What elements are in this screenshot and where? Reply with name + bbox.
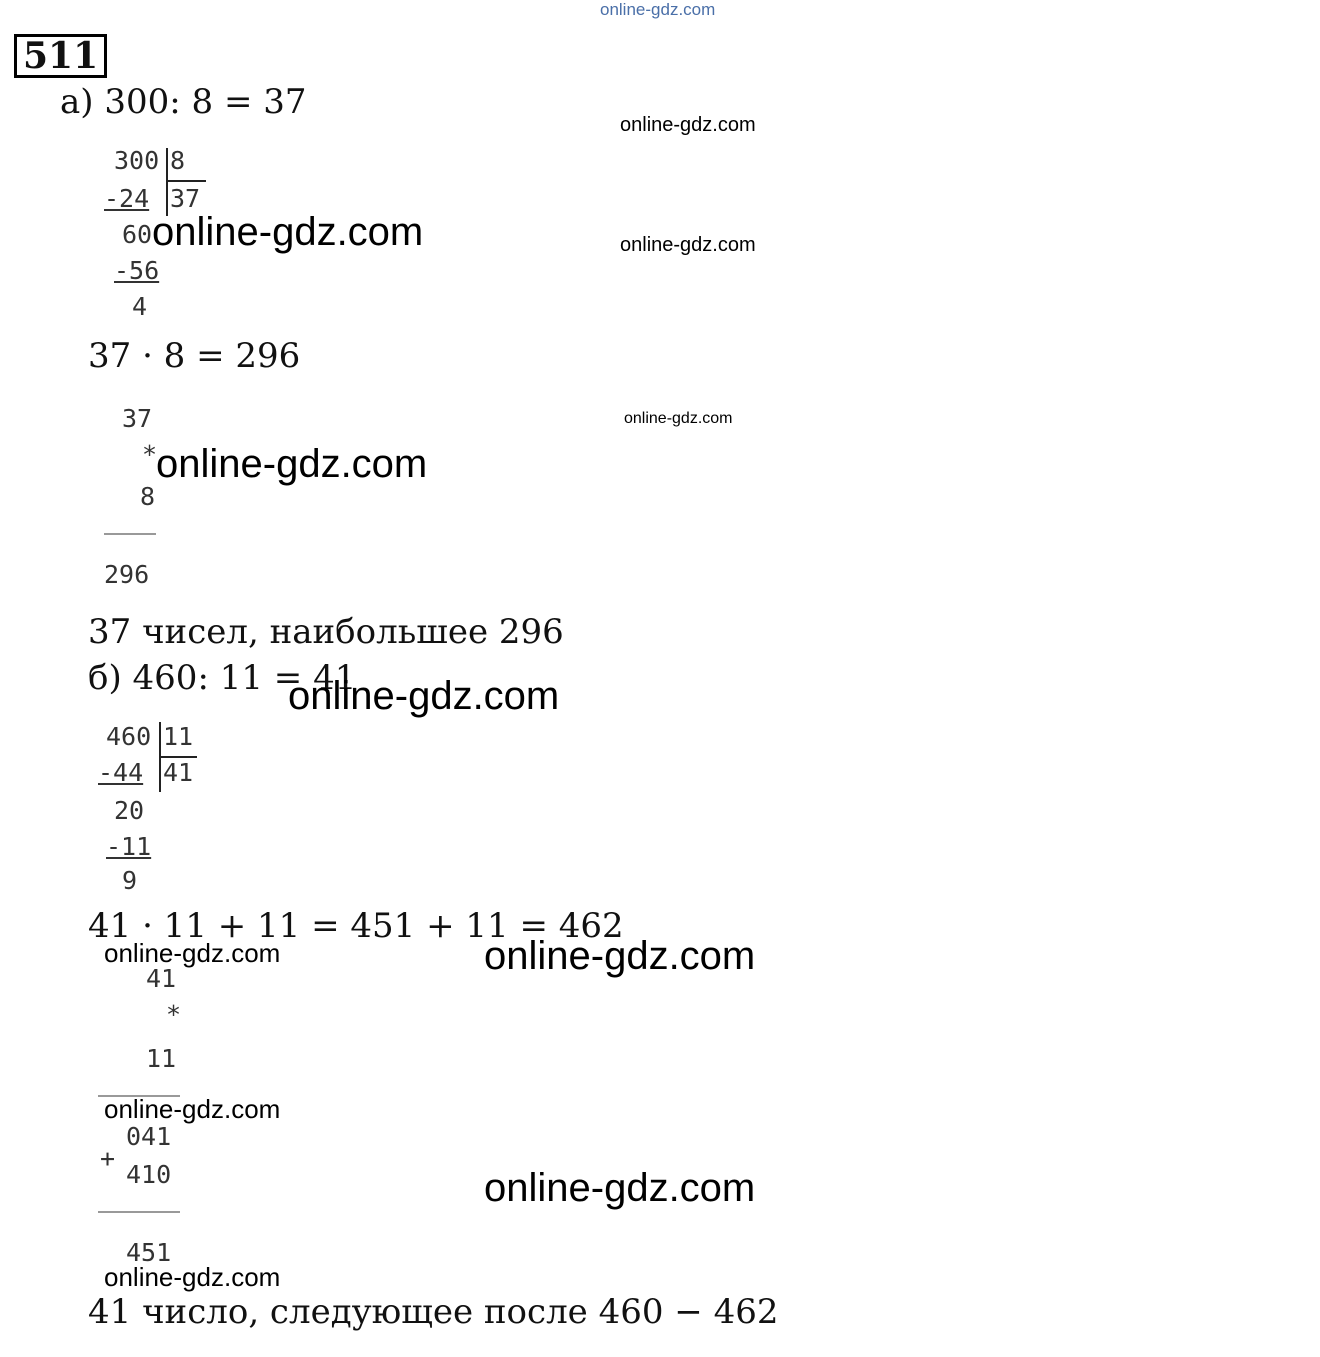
division-dividend: 300 [114,146,160,175]
mult-line [104,533,156,535]
watermark: online-gdz.com [288,674,560,718]
division-dividend: 460 [106,722,152,751]
mult-top: 41 [146,964,177,993]
part-a-product-equation: 37 · 8 = 296 [88,336,301,376]
watermark: online-gdz.com [484,1166,756,1210]
division-divisor: 8 [170,146,186,175]
division-bracket-horizontal [166,180,206,182]
division-remainder: 4 [132,292,148,321]
division-divisor: 11 [163,722,194,751]
mult-result: 296 [104,560,150,589]
watermark: online-gdz.com [620,234,756,256]
watermark: online-gdz.com [152,210,424,254]
part-b-equation: б) 460: 11 = 41 [88,658,357,698]
mult-partial-1: 041 [126,1122,172,1151]
mult-line [98,1211,180,1213]
mult-top: 37 [122,404,153,433]
problem-number: 511 [14,34,107,78]
watermark-top: online-gdz.com [600,0,716,19]
part-a-equation: а) 300: 8 = 37 [60,82,307,122]
division-step: -56 [114,256,160,285]
division-remainder: 9 [122,866,138,895]
division-step: -44 [98,758,144,787]
division-bracket-vertical [166,148,168,216]
division-quotient: 37 [170,184,201,213]
part-b-answer: 41 число, следующее после 460 − 462 [88,1292,779,1332]
watermark: online-gdz.com [620,114,756,136]
mult-plus-sign: + [100,1144,116,1173]
mult-sign: * [166,1000,182,1029]
mult-bottom: 8 [140,482,156,511]
watermark: online-gdz.com [156,442,428,486]
part-a-answer: 37 чисел, наибольшее 296 [88,612,564,652]
division-quotient: 41 [163,758,194,787]
watermark: online-gdz.com [484,934,756,978]
part-b-product-equation: 41 · 11 + 11 = 451 + 11 = 462 [88,906,624,946]
mult-bottom: 11 [146,1044,177,1073]
watermark: online-gdz.com [104,938,281,968]
division-remainder-step: 60 [122,220,153,249]
mult-sign: * [142,440,158,469]
mult-result: 451 [126,1238,172,1267]
watermark: online-gdz.com [624,410,733,427]
watermark: online-gdz.com [104,1094,281,1124]
mult-partial-2: 410 [126,1160,172,1189]
division-step: -11 [106,832,152,861]
division-step: -24 [104,184,150,213]
division-remainder-step: 20 [114,796,145,825]
watermark: online-gdz.com [104,1262,281,1292]
